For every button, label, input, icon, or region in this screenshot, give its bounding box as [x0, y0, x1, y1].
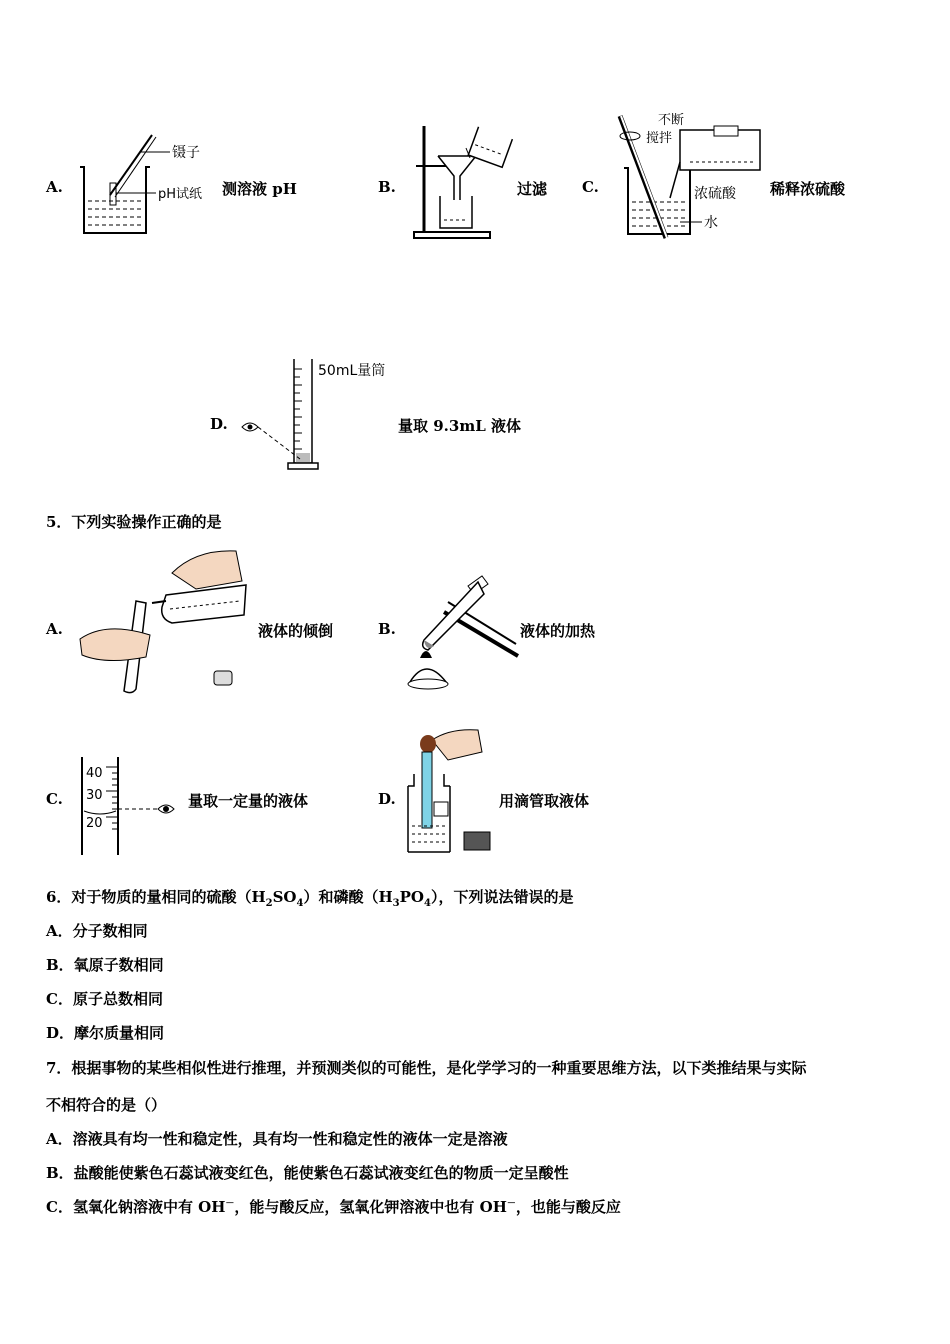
q5-option-d-letter: D. — [378, 790, 396, 808]
q4-option-c-caption: 稀释浓硫酸 — [770, 180, 846, 198]
q4-option-d-letter: D. — [210, 415, 228, 433]
tick-20: 20 — [86, 816, 103, 831]
q6-stem: 6．对于物质的量相同的硫酸$(H_2SO_4)$和磷酸$(H_3PO_4)$，下列说法错误的是 — [46, 888, 574, 909]
q7-option-a: A．溶液具有均一性和稳定性，具有均一性和稳定性的液体一定是溶液 — [46, 1130, 508, 1148]
q5-option-a-letter: A. — [46, 620, 63, 638]
ph-test-figure — [70, 125, 230, 245]
stir-label-2: 搅拌 — [646, 131, 673, 146]
q4-option-c-letter: C. — [582, 178, 599, 196]
heating-figure — [404, 572, 524, 694]
q7-option-b: B．盐酸能使紫色石蕊试液变红色，能使紫色石蕊试液变红色的物质一定呈酸性 — [46, 1164, 569, 1182]
q5-stem: 5．下列实验操作正确的是 — [46, 513, 222, 531]
q5-option-b-letter: B. — [378, 620, 396, 638]
q4-option-b-letter: B. — [378, 178, 396, 196]
q4-option-d-caption: 量取 9.3mL 液体 — [398, 417, 521, 435]
q4-option-a-caption: 测溶液 pH — [222, 180, 297, 198]
dropper-figure — [404, 726, 496, 858]
q6-option-b: B．氧原子数相同 — [46, 956, 164, 974]
tick-40: 40 — [86, 766, 103, 781]
dilution-figure — [610, 112, 770, 242]
conc-acid-label: 浓硫酸 — [694, 186, 736, 202]
tweezers-label: 镊子 — [172, 145, 200, 161]
q7-stem-line1: 7．根据事物的某些相似性进行推理，并预测类似的可能性，是化学学习的一种重要思维方法，以下类推结果与实际 — [46, 1059, 807, 1077]
q5-option-c-caption: 量取一定量的液体 — [188, 792, 309, 810]
q4-option-b-caption: 过滤 — [517, 180, 548, 198]
q5-option-a-caption: 液体的倾倒 — [258, 622, 334, 640]
filtration-figure — [410, 120, 520, 245]
q5-option-b-caption: 液体的加热 — [520, 622, 596, 640]
ph-paper-label: pH试纸 — [158, 187, 203, 202]
cylinder-label: 50mL量筒 — [318, 363, 386, 379]
q5-option-d-caption: 用滴管取液体 — [499, 792, 590, 810]
reading-figure — [74, 755, 184, 857]
q6-option-c: C．原子总数相同 — [46, 990, 163, 1008]
q4-option-a-letter: A. — [46, 178, 63, 196]
q7-option-c: C．氢氧化钠溶液中有 OH－，能与酸反应，氢氧化钾溶液中也有 OH－，也能与酸反应 — [46, 1198, 621, 1216]
q5-option-c-letter: C. — [46, 790, 63, 808]
q6-option-d: D．摩尔质量相同 — [46, 1024, 165, 1042]
q6-option-a: A．分子数相同 — [46, 922, 148, 940]
cylinder-figure — [238, 355, 408, 480]
q7-stem-line2: 不相符合的是（） — [46, 1096, 167, 1114]
stir-label-1: 不断 — [658, 113, 685, 128]
water-label: 水 — [704, 215, 718, 231]
tick-30: 30 — [86, 788, 103, 803]
pouring-figure — [76, 545, 256, 695]
